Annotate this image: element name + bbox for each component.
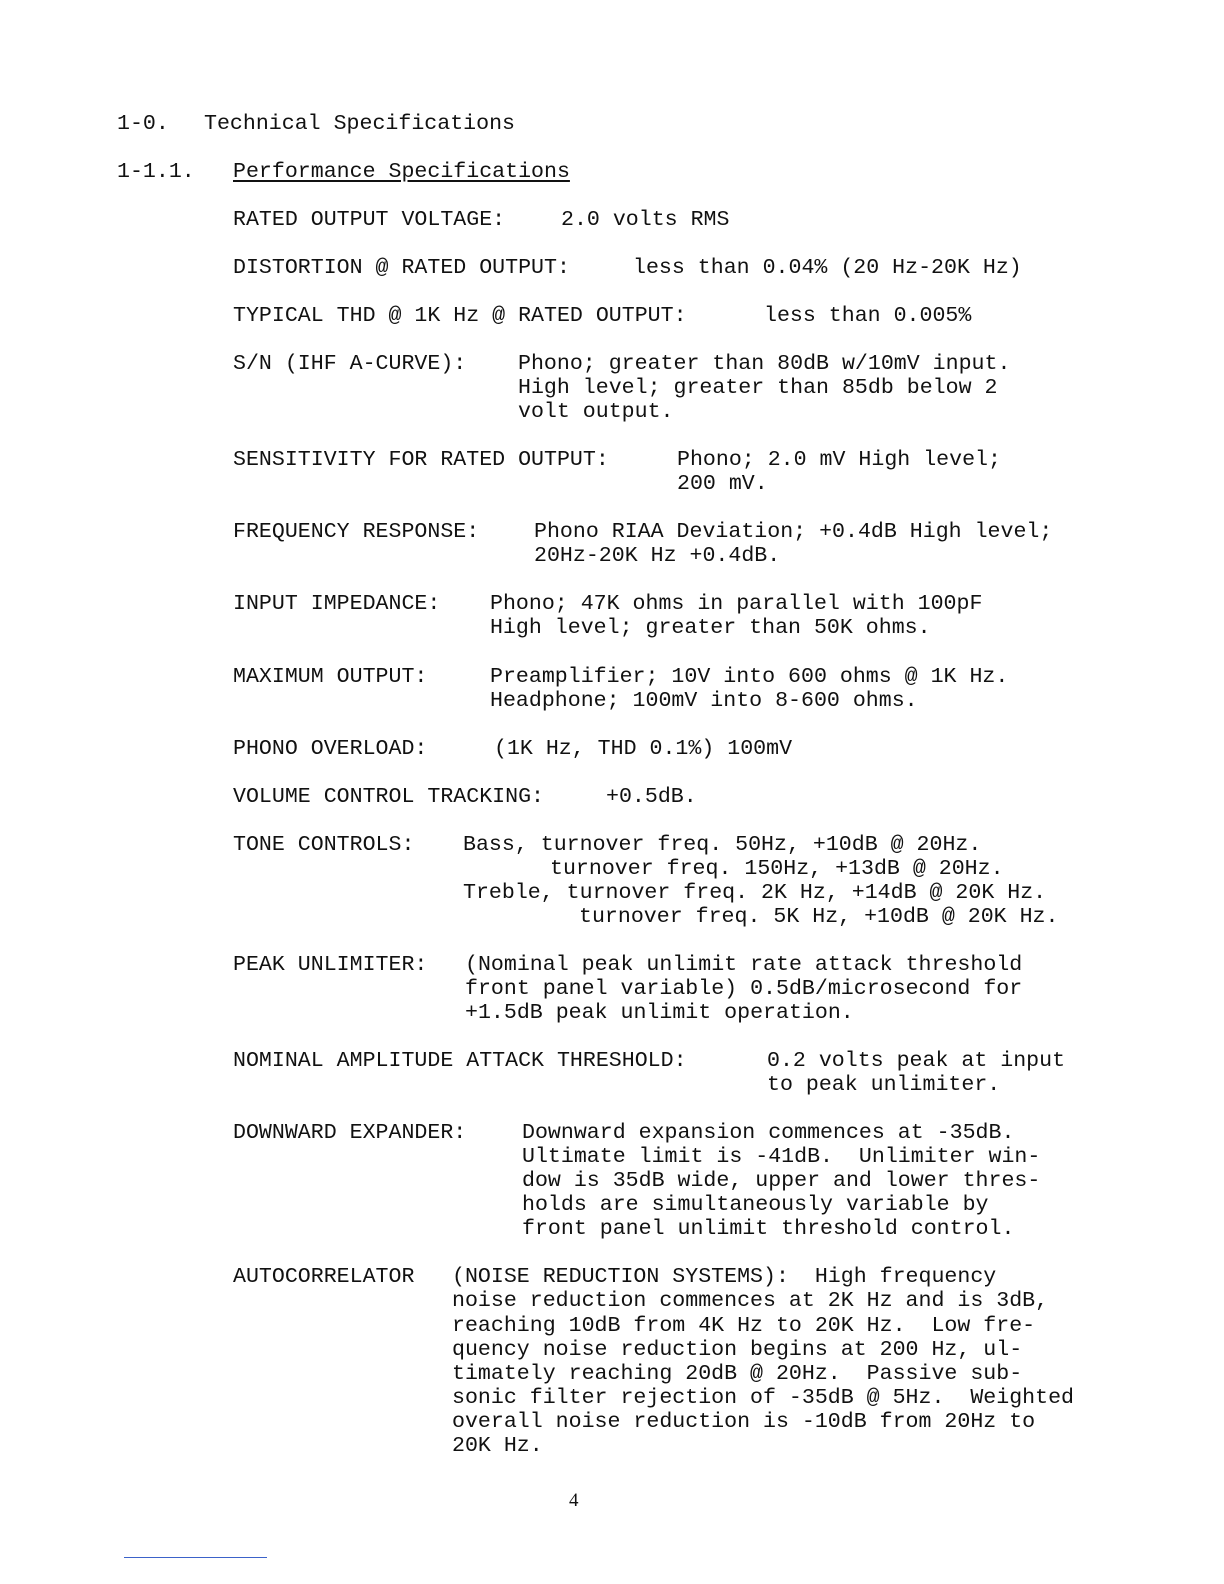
frequency-value-line: Phono RIAA Deviation; +0.4dB High level; <box>534 520 1053 544</box>
autocorrelator-value-line: noise reduction commences at 2K Hz and is 3dB, <box>452 1289 1049 1313</box>
tone-value-line: turnover freq. 150Hz, +13dB @ 20Hz. <box>550 857 1004 881</box>
tone-value-line: turnover freq. 5K Hz, +10dB @ 20K Hz. <box>579 905 1059 929</box>
sensitivity-value-line: Phono; 2.0 mV High level; <box>677 448 1001 472</box>
unlimiter-value-line: front panel variable) 0.5dB/microsecond for <box>465 977 1023 1001</box>
frequency-value-line: 20Hz-20K Hz +0.4dB. <box>534 544 781 568</box>
overload-label: PHONO OVERLOAD: <box>233 737 428 761</box>
autocorrelator-value-line: timately reaching 20dB @ 20Hz. Passive sub- <box>452 1362 1023 1386</box>
frequency-label: FREQUENCY RESPONSE: <box>233 520 480 544</box>
expander-value-line: holds are simultaneously variable by <box>522 1193 989 1217</box>
page-number: 4 <box>569 1490 579 1511</box>
distortion-label: DISTORTION @ RATED OUTPUT: <box>233 256 570 280</box>
expander-value-line: dow is 35dB wide, upper and lower thres- <box>522 1169 1041 1193</box>
subsection-title: Performance Specifications <box>233 160 570 184</box>
max-output-value-line: Headphone; 100mV into 8-600 ohms. <box>490 689 918 713</box>
max-output-value-line: Preamplifier; 10V into 600 ohms @ 1K Hz. <box>490 665 1009 689</box>
distortion-value: less than 0.04% (20 Hz-20K Hz) <box>633 256 1022 280</box>
unlimiter-value-line: (Nominal peak unlimit rate attack threshold <box>465 953 1023 977</box>
thd-label: TYPICAL THD @ 1K Hz @ RATED OUTPUT: <box>233 304 687 328</box>
attack-value-line: to peak unlimiter. <box>767 1073 1001 1097</box>
autocorrelator-value-line: overall noise reduction is -10dB from 20Hz to <box>452 1410 1036 1434</box>
expander-value-line: front panel unlimit threshold control. <box>522 1217 1015 1241</box>
tone-value-line: Treble, turnover freq. 2K Hz, +14dB @ 20K Hz. <box>463 881 1047 905</box>
sn-value-line: High level; greater than 85db below 2 <box>518 376 998 400</box>
sn-value-line: Phono; greater than 80dB w/10mV input. <box>518 352 1011 376</box>
expander-label: DOWNWARD EXPANDER: <box>233 1121 467 1145</box>
tracking-value: +0.5dB. <box>606 785 697 809</box>
rated-output-label: RATED OUTPUT VOLTAGE: <box>233 208 506 232</box>
footnote-rule <box>124 1557 267 1558</box>
sensitivity-value-line: 200 mV. <box>677 472 768 496</box>
expander-value-line: Downward expansion commences at -35dB. <box>522 1121 1015 1145</box>
sensitivity-label: SENSITIVITY FOR RATED OUTPUT: <box>233 448 609 472</box>
attack-label: NOMINAL AMPLITUDE ATTACK THRESHOLD: <box>233 1049 687 1073</box>
autocorrelator-value-line: reaching 10dB from 4K Hz to 20K Hz. Low fre- <box>452 1314 1036 1338</box>
autocorrelator-label: AUTOCORRELATOR <box>233 1265 415 1289</box>
impedance-value-line: Phono; 47K ohms in parallel with 100pF <box>490 592 983 616</box>
max-output-label: MAXIMUM OUTPUT: <box>233 665 428 689</box>
impedance-label: INPUT IMPEDANCE: <box>233 592 441 616</box>
attack-value-line: 0.2 volts peak at input <box>767 1049 1066 1073</box>
tone-value-line: Bass, turnover freq. 50Hz, +10dB @ 20Hz. <box>463 833 982 857</box>
section-title: Technical Specifications <box>204 112 516 136</box>
overload-value: (1K Hz, THD 0.1%) 100mV <box>494 737 793 761</box>
autocorrelator-value-line: quency noise reduction begins at 200 Hz, ul- <box>452 1338 1023 1362</box>
rated-output-value: 2.0 volts RMS <box>561 208 730 232</box>
autocorrelator-value-line: 20K Hz. <box>452 1434 543 1458</box>
expander-value-line: Ultimate limit is -41dB. Unlimiter win- <box>522 1145 1041 1169</box>
autocorrelator-value-line: (NOISE REDUCTION SYSTEMS): High frequency <box>452 1265 997 1289</box>
section-number: 1-0. <box>117 112 169 136</box>
impedance-value-line: High level; greater than 50K ohms. <box>490 616 931 640</box>
autocorrelator-value-line: sonic filter rejection of -35dB @ 5Hz. Weighted <box>452 1386 1075 1410</box>
sn-label: S/N (IHF A-CURVE): <box>233 352 467 376</box>
unlimiter-label: PEAK UNLIMITER: <box>233 953 428 977</box>
sn-value-line: volt output. <box>518 400 674 424</box>
tone-label: TONE CONTROLS: <box>233 833 415 857</box>
tracking-label: VOLUME CONTROL TRACKING: <box>233 785 545 809</box>
thd-value: less than 0.005% <box>764 304 972 328</box>
unlimiter-value-line: +1.5dB peak unlimit operation. <box>465 1001 854 1025</box>
subsection-number: 1-1.1. <box>117 160 195 184</box>
